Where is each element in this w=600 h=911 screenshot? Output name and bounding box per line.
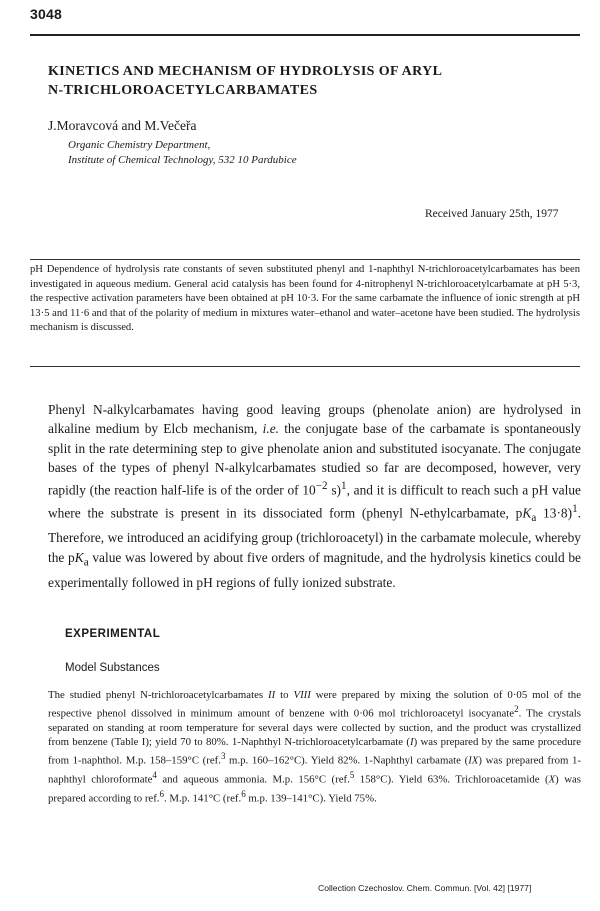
header-rule (30, 34, 580, 36)
experimental-paragraph: The studied phenyl N-trichloroacetylcarbamates II to VIII were prepared by mixing the solution of 0·05 mol of the respective phenol dissolved in minimum amount of benzene with 0·06 mol trichloroacetyl isocyanate$^2$. The crystals separated on standing at room temperature for several days were collected by suction, and the product was crystallized from benzene (Table I); yield 70 to 80%. 1-Naphthyl N-trichloroacetylcarbamate (I) was prepared by the same procedure from 1-naphthol. M.p. 158–159°C (ref.$^3$ m.p. 160–162°C). Yield 82%. 1-Naphthyl carbamate (IX) was prepared from 1-naphthyl chloroformate$^4$ and aqueous ammonia. M.p. 156°C (ref.$^5$ 158°C). Yield 63%. Trichloroacetamide (X) was prepared according to ref.$^6$. M.p. 141°C (ref.$^6$ m.p. 139–141°C). Yield 75%. (48, 689, 582, 805)
article-title (48, 62, 568, 100)
affiliation-line-1: Organic Chemistry Department, (68, 139, 211, 151)
abstract-rule-bottom (30, 366, 580, 367)
section-heading-experimental: EXPERIMENTAL (65, 628, 161, 640)
affiliation (68, 138, 297, 168)
page-number: 3048 (30, 6, 62, 22)
subsection-heading-model-substances: Model Substances (65, 662, 160, 674)
reference-mark: 1 (340, 480, 347, 493)
reference-mark: 1 (572, 502, 578, 515)
title-line-2: N-TRICHLOROACETYLCARBAMATES (48, 83, 318, 98)
affiliation-line-2: Institute of Chemical Technology, 532 10 Pardubice (68, 154, 297, 166)
abstract: pH Dependence of hydrolysis rate constants of seven substituted phenyl and 1-naphthyl N-trichloroacetylcarbamates has been investigated in aqueous medium. General acid catalysis has been found for 4-nitrophenyl N-trichloroacetylcarbamate at pH 5·3, the respective activation parameters have been obtained at pH 10·3. For the same carbamate the influence of ionic strength at pH 13·5 and 11·6 and that of the polarity of medium in mixtures water–ethanol and water–acetone have been studied. The hydrolysis mechanism is discussed. (30, 264, 580, 333)
authors: J.Moravcová and M.Večeřa (48, 118, 197, 133)
journal-footer: Collection Czechoslov. Chem. Commun. [Vol. 42] [1977] (318, 883, 532, 893)
abstract-rule-top (30, 259, 580, 260)
title-line-1: KINETICS AND MECHANISM OF HYDROLYSIS OF ARYL (48, 64, 443, 79)
intro-paragraph: Phenyl N-alkylcarbamates having good leaving groups (phenolate anion) are hydrolysed in alkaline medium by Elcb mechanism, i.e. the conjugate base of the carbamate is spontaneously split in the rate determining step to give phenolate anion and substituted isocyanate. The conjugate bases of the types of phenyl N-alkylcarbamates studied so far are decomposed, however, very rapidly (the reaction half-life is of the order of $10^{-2}$ s)$^1$, and it is difficult to reach such a pH value where the substrate is present in its dissociated form (phenyl N-ethylcarbamate, $pK_a$ 13·8)$^1$. Therefore, we introduced an acidifying group (trichloroacetyl) in the carbamate molecule, whereby the $pK_a$ value was lowered by about five orders of magnitude, and the hydrolysis kinetics could be experimentally followed in pH regions of fully ionized substrate. (48, 402, 581, 590)
received-date: Received January 25th, 1977 (425, 208, 559, 220)
